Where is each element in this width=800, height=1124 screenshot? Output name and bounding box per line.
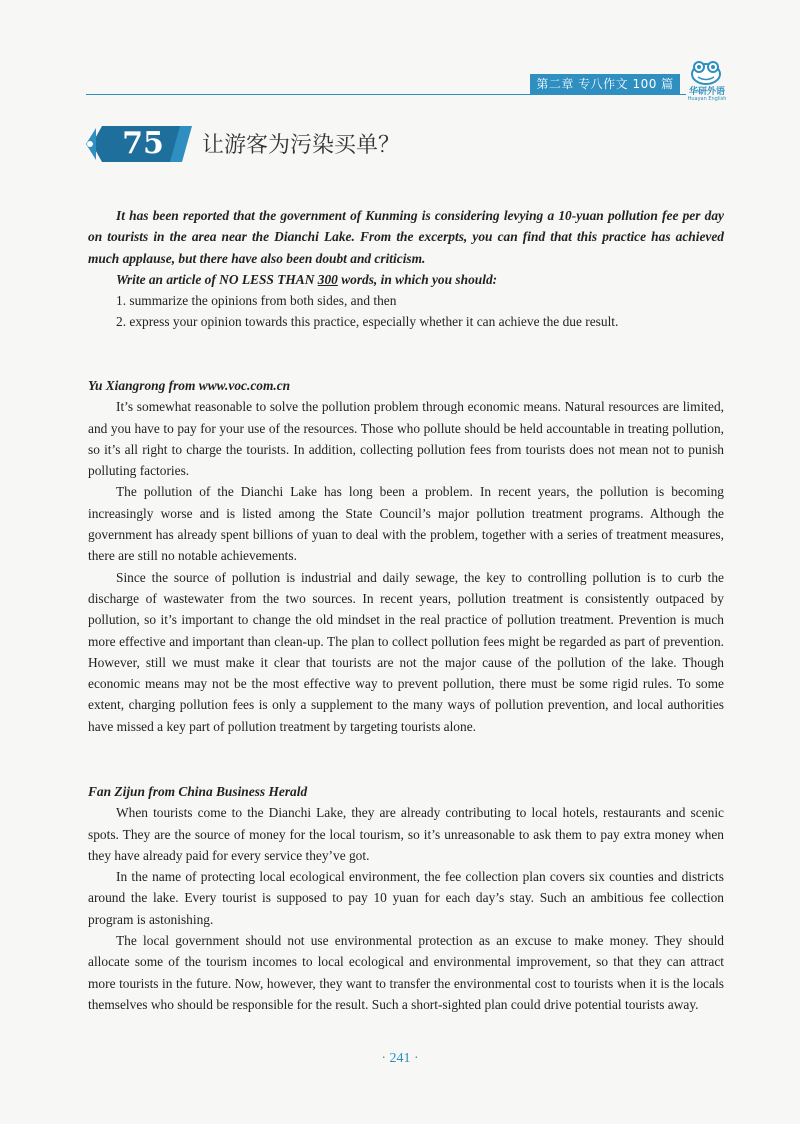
- prompt-item: 2. express your opinion towards this practice, especially whether it can achieve the due result.: [116, 314, 619, 330]
- paragraph: When tourists come to the Dianchi Lake, they are already contributing to local hotels, restaurants and scenic spots. They are the source of money for the local tourism, so it’s unreasonable to ask them to pay extra money when they have already paid for every service they’ve got.: [88, 805, 724, 863]
- chapter-header-label: 第二章 专八作文 100 篇: [530, 74, 680, 94]
- section-heading: Yu Xiangrong from www.voc.com.cn: [88, 378, 291, 393]
- logo-text: 华研外语: [688, 87, 725, 97]
- essay-number: 75: [122, 126, 164, 161]
- paragraph: Since the source of pollution is industrial and daily sewage, the key to controlling pollution is to curb the discharge of wastewater from the two sources. In recent years, pollution treatment is consistently outpaced by pollution, so it’s important to change the old mindset in the real practice of pollution treatment. Prevention is much more effective and important than clean-up. The plan to collect pollution fees might be regarded as part of prevention. However, still we must make it clear that tourists are not the major cause of the pollution of the lake. Though economic means may not be the most effective way to prevent pollution, there must be some rigid rules. To some extent, charging pollution fees is only a supplement to the many ways of pollution prevention, and local authorities have missed a key part of pollution treatment by targeting tourists alone.: [88, 569, 724, 734]
- prompt-intro: It has been reported that the government of Kunming is considering levying a 10-yuan pollution fee per day on tourists in the area near the Dianchi Lake. From the excerpts, you can find that this practice has achieved much applause, but there have also been doubt and criticism.: [88, 208, 724, 266]
- section-heading: Fan Zijun from China Business Herald: [88, 784, 308, 799]
- header-rule: [86, 94, 686, 95]
- page-number: · 241 ·: [381, 1051, 419, 1066]
- essay-prompt: [88, 205, 724, 333]
- instruction-after: words, in which you should:: [337, 271, 498, 287]
- page-title: 让游客为污染买单？: [202, 133, 401, 158]
- logo-subtext: Huayan English: [687, 96, 727, 102]
- prompt-item: 1. summarize the opinions from both sides, and then: [116, 293, 397, 309]
- paragraph: The pollution of the Dianchi Lake has long been a problem. In recent years, the pollution is becoming increasingly worse and is listed among the State Council’s major pollution treatment programs. Although the government has already spent billions of yuan to deal with the problem, together with a series of treatment measures, there are still no notable achievements.: [88, 484, 724, 564]
- prompt-instruction: [88, 269, 724, 290]
- opinion-section-fan: [88, 781, 724, 1015]
- opinion-section-yu: [88, 375, 724, 737]
- paragraph: In the name of protecting local ecological environment, the fee collection plan covers six counties and districts around the lake. Every tourist is supposed to pay 10 yuan for each day’s stay. Such an ambitious fee collection program is astonishing.: [88, 869, 724, 927]
- paragraph: The local government should not use environmental protection as an excuse to make money. They should allocate some of the tourism incomes to local ecological and environmental improvement, so that they can attract more tourists in the future. Now, however, they want to transfer the environmental cost to tourists when it is the locals themselves who should be responsible for the result. Such a short-sighted plan could drive potential tourists away.: [88, 933, 724, 1012]
- instruction-word-count: 300: [317, 271, 338, 287]
- instruction-before: Write an article of NO LESS THAN: [116, 271, 318, 287]
- paragraph: It’s somewhat reasonable to solve the pollution problem through economic means. Natural resources are limited, and you have to pay for your use of the resources. Those who pollute should be held accountable in treating pollution, so it’s all right to charge the tourists. In addition, collecting pollution fees from tourists does not mean not to punish polluting factories.: [88, 399, 724, 479]
